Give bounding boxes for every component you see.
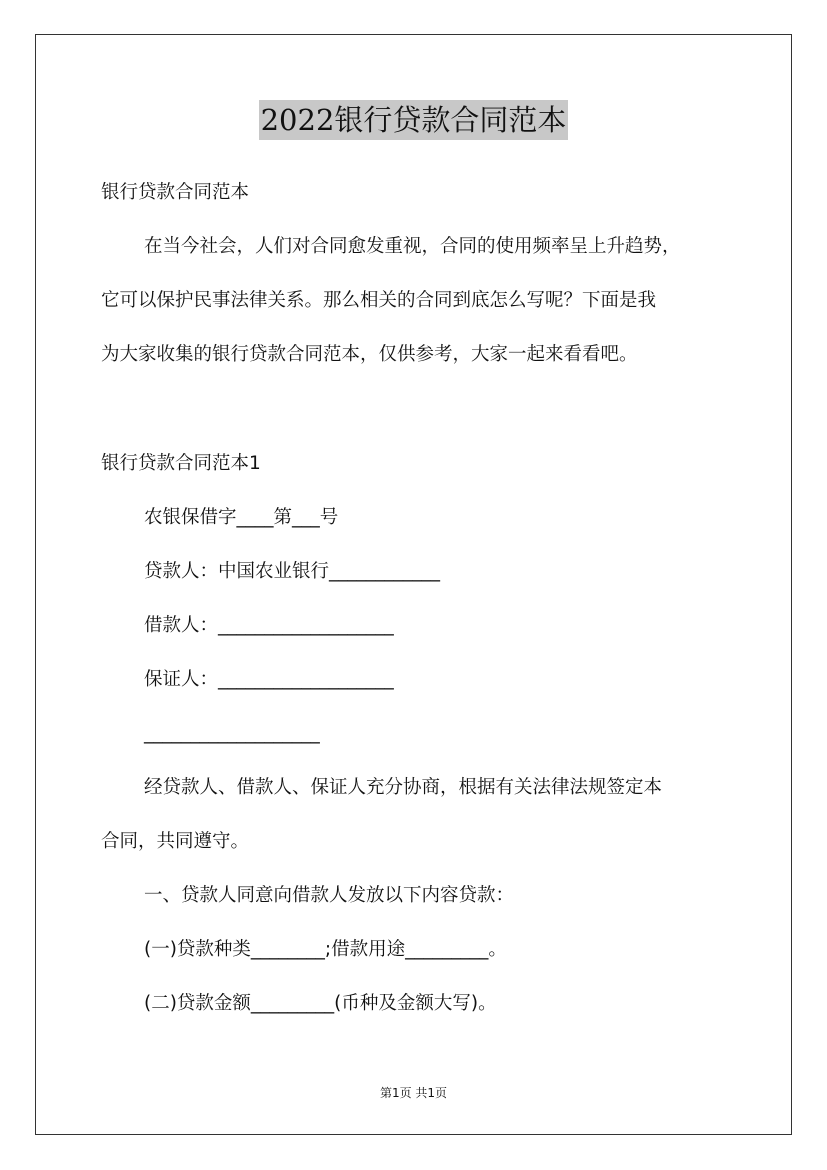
intro-line-1: 在当今社会，人们对合同愈发重视，合同的使用频率呈上升趋势， <box>144 236 681 257</box>
guarantor-field: 保证人：___________________ <box>144 669 394 690</box>
blank-line: ___________________ <box>144 723 320 744</box>
document-title: 2022银行贷款合同范本 <box>259 100 569 140</box>
intro-line-3: 为大家收集的银行贷款合同范本，仅供参考，大家一起来看看吧。 <box>101 344 638 365</box>
section-heading: 银行贷款合同范本1 <box>101 453 261 474</box>
subtitle: 银行贷款合同范本 <box>101 182 250 203</box>
lender-field: 贷款人：中国农业银行____________ <box>144 561 441 582</box>
borrower-field: 借款人：___________________ <box>144 615 394 636</box>
intro-line-2: 它可以保护民事法律关系。那么相关的合同到底怎么写呢？下面是我 <box>101 290 657 311</box>
agreement-line-2: 合同，共同遵守。 <box>101 831 250 852</box>
page-footer: 第1页 共1页 <box>379 1086 448 1100</box>
agreement-line-1: 经贷款人、借款人、保证人充分协商，根据有关法律法规签定本 <box>144 777 663 798</box>
clause-item-2: (二)贷款金额_________(币种及金额大写)。 <box>144 993 497 1014</box>
contract-number: 农银保借字____第___号 <box>144 507 339 528</box>
clause-item-1: (一)贷款种类________;借款用途_________。 <box>144 939 507 960</box>
title-container <box>0 100 827 140</box>
clause-one: 一、贷款人同意向借款人发放以下内容贷款： <box>144 885 515 906</box>
